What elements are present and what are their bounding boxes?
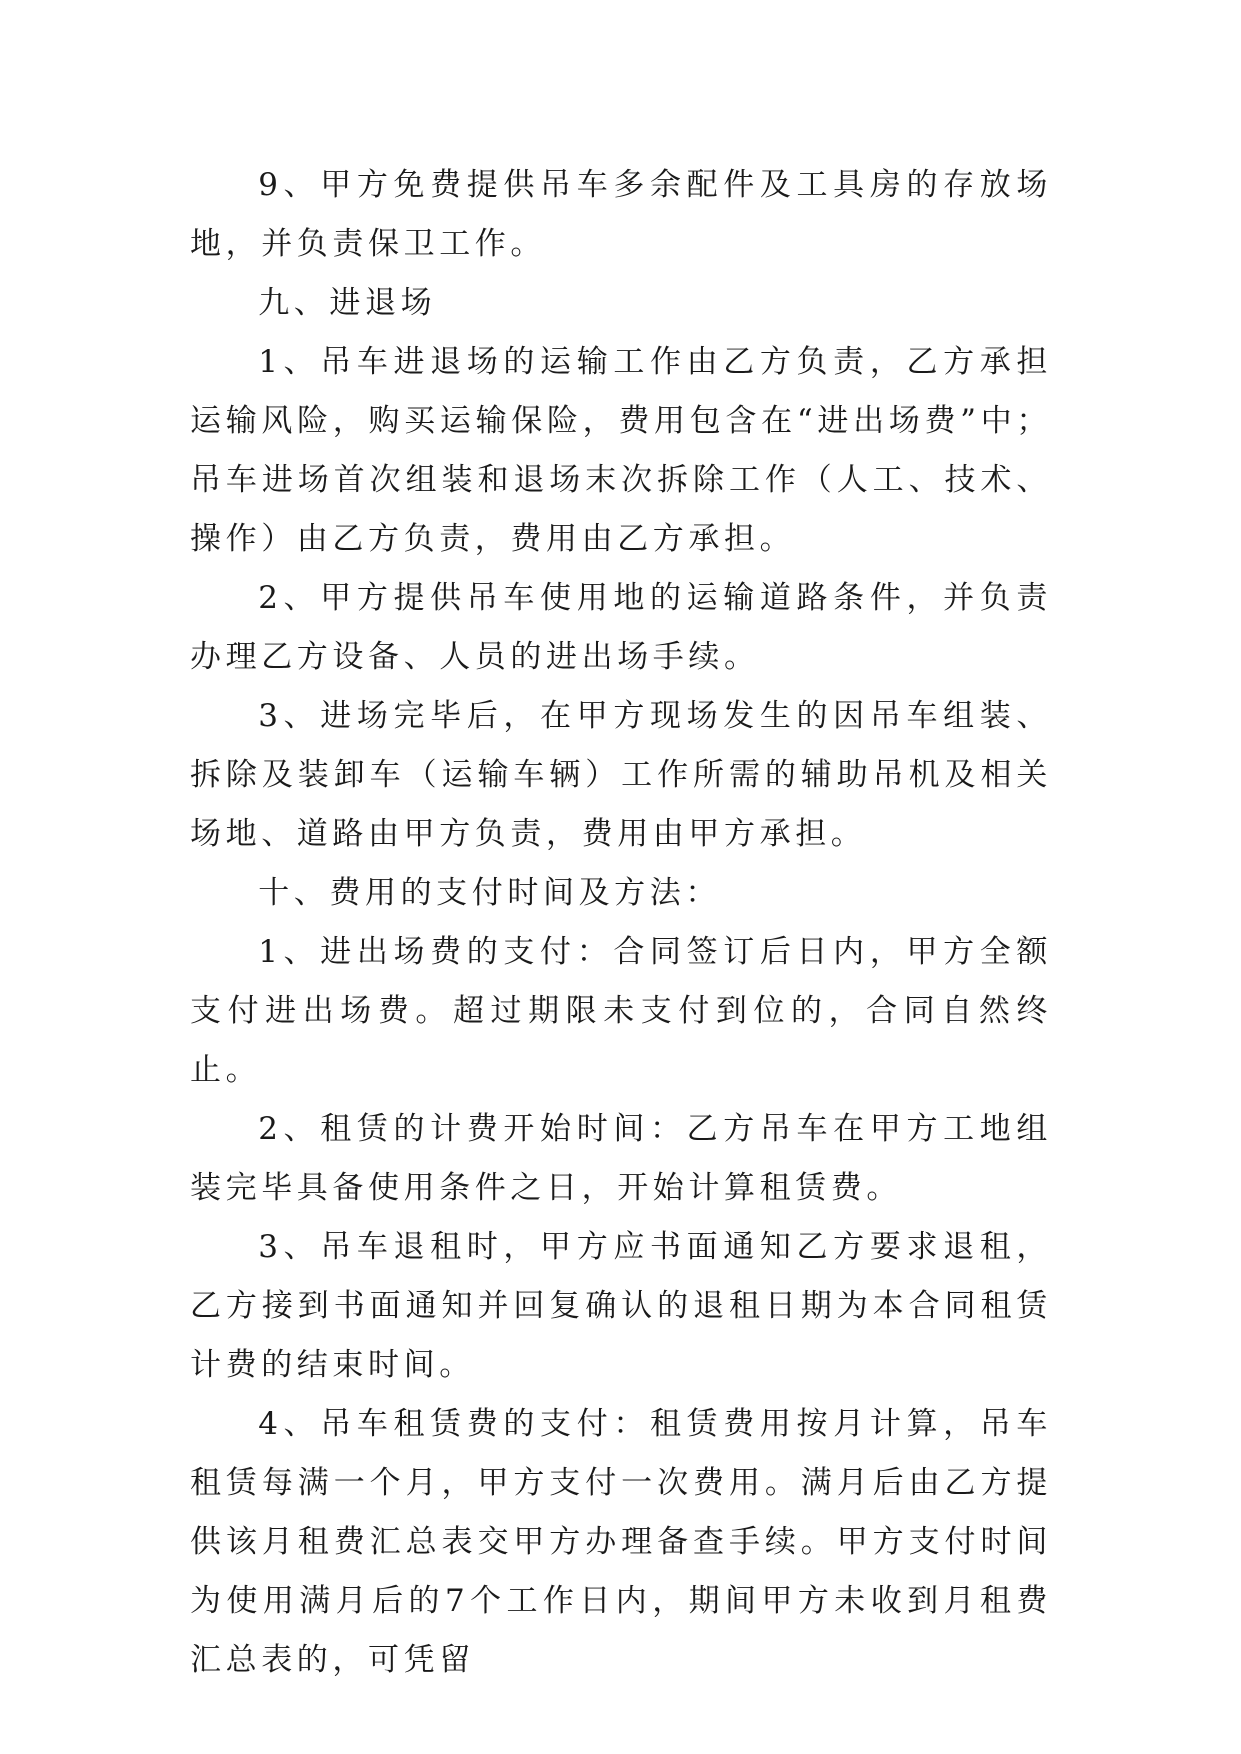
- paragraph-entry-exit-1: 1、吊车进退场的运输工作由乙方负责，乙方承担运输风险，购买运输保险，费用包含在“进出场费”中；吊车进场首次组装和退场末次拆除工作（人工、技术、操作）由乙方负责，费用由乙方承担。: [190, 344, 1052, 557]
- paragraph-clause-9-storage: 9、甲方免费提供吊车多余配件及工具房的存放场地，并负责保卫工作。: [190, 167, 1052, 262]
- section-heading-payment: 十、费用的支付时间及方法：: [258, 875, 721, 911]
- paragraph-payment-1: 1、进出场费的支付：合同签订后日内，甲方全额支付进出场费。超过期限未支付到位的，合同自然终止。: [190, 934, 1052, 1088]
- paragraph-payment-4: 4、吊车租赁费的支付：租赁费用按月计算，吊车租赁每满一个月，甲方支付一次费用。满月后由乙方提供该月租费汇总表交甲方办理备查手续。甲方支付时间为使用满月后的7个工作日内，期间甲方未收到月租费汇总表的，可凭留: [190, 1406, 1052, 1678]
- paragraph-entry-exit-3: 3、进场完毕后，在甲方现场发生的因吊车组装、拆除及装卸车（运输车辆）工作所需的辅助吊机及相关场地、道路由甲方负责，费用由甲方承担。: [190, 698, 1052, 852]
- paragraph-entry-exit-2: 2、甲方提供吊车使用地的运输道路条件，并负责办理乙方设备、人员的进出场手续。: [190, 580, 1052, 675]
- paragraph-payment-2: 2、租赁的计费开始时间：乙方吊车在甲方工地组装完毕具备使用条件之日，开始计算租赁费。: [190, 1111, 1052, 1206]
- document-body: [190, 156, 1052, 1690]
- paragraph-payment-3: 3、吊车退租时，甲方应书面通知乙方要求退租，乙方接到书面通知并回复确认的退租日期为本合同租赁计费的结束时间。: [190, 1229, 1052, 1383]
- section-heading-entry-exit: 九、进退场: [258, 285, 437, 321]
